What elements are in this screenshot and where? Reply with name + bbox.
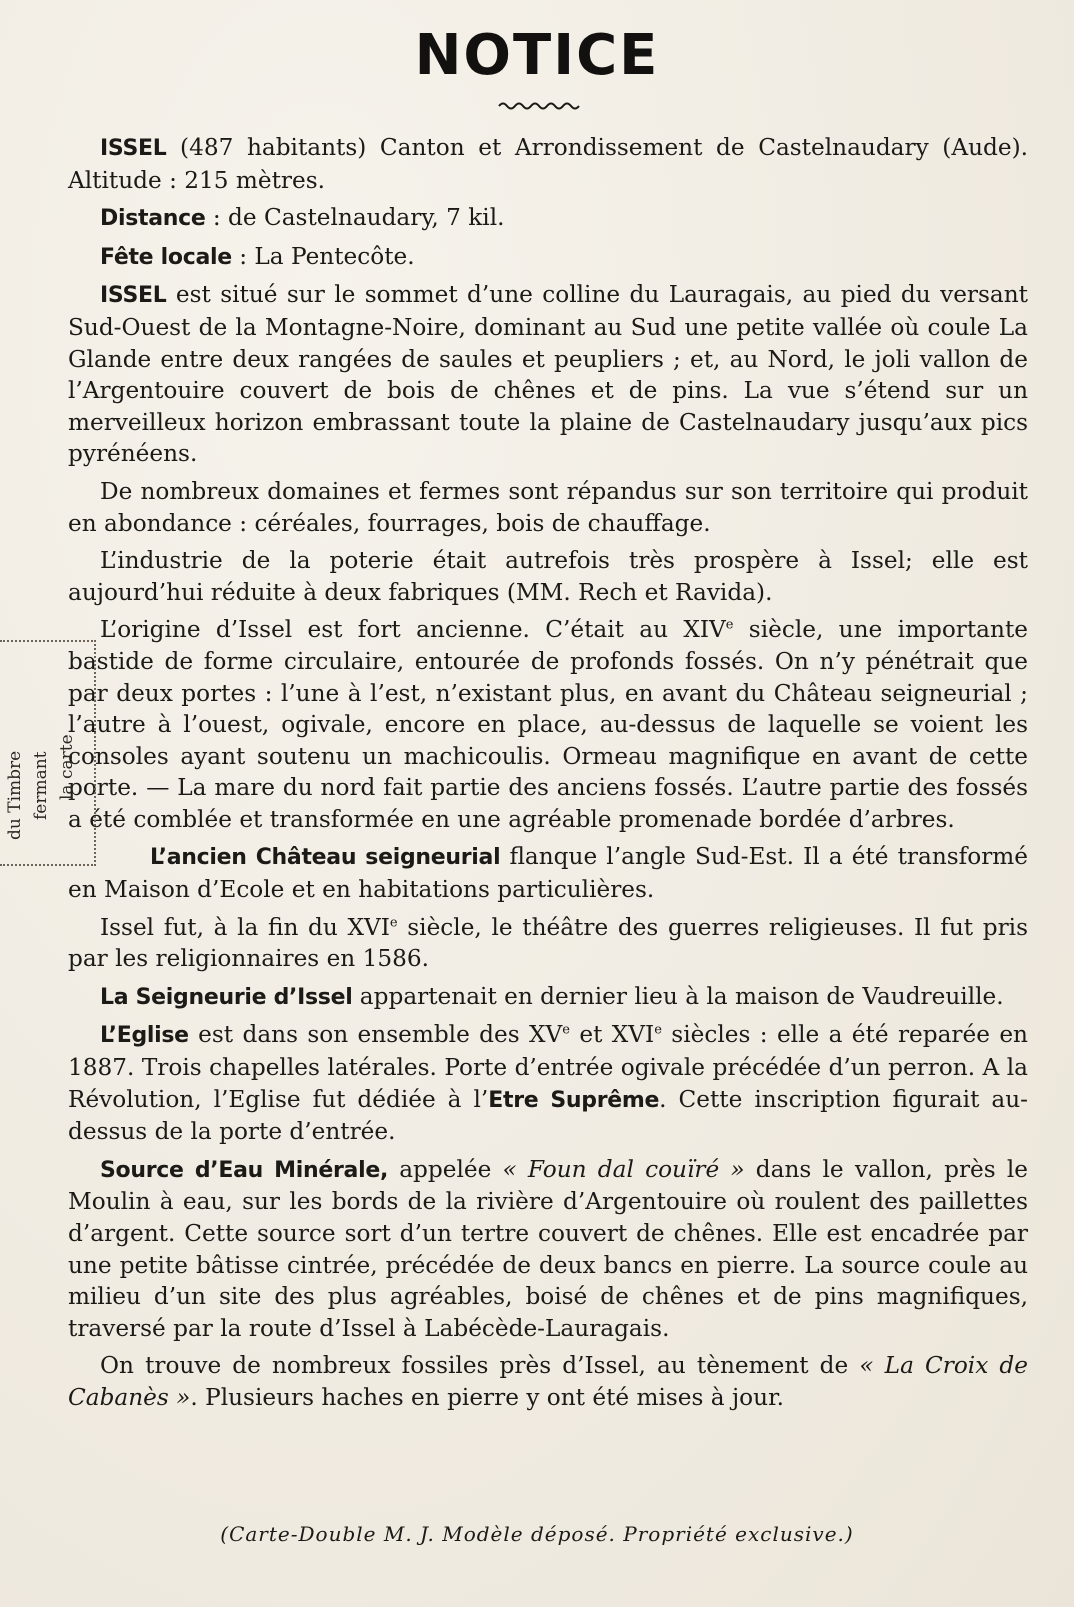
- paragraph-intro: ISSEL (487 habitants) Canton et Arrondissement de Castelnaudary (Aude). Altitude : 215 mètres.: [68, 134, 1028, 194]
- paragraph-domaines: De nombreux domaines et fermes sont répandus sur son territoire qui produit en abondance : céréales, fourrages, bois de chauffage.: [68, 477, 1028, 537]
- paragraph-heading: Source d’Eau Minérale,: [100, 1157, 389, 1183]
- paragraph-heading: L’Eglise: [100, 1023, 189, 1049]
- paragraph-industrie: L’industrie de la poterie était autrefois très prospère à Issel; elle est aujourd’hui réduite à deux fabriques (MM. Rech et Ravida).: [68, 547, 1028, 606]
- paragraph-heading: ISSEL: [100, 136, 167, 161]
- paragraph-guerres: Issel fut, à la fin du XVIe siècle, le théâtre des guerres religieuses. Il fut pris par les religionnaires en 1586.: [68, 913, 1028, 973]
- notice-body: [68, 132, 1028, 1420]
- paragraph-eglise: L’Eglise est dans son ensemble des XVe et XVIe siècles : elle a été reparée en 1887. Trois chapelles latérales. Porte d’entrée ogivale précédée d’un perron. A la Révolution, l’Eglise fut dédiée à l’Etre Suprême. Cette inscription figurait au-dessus de la porte d’entrée.: [68, 1021, 1028, 1146]
- paragraph-fete: Fête locale : La Pentecôte.: [100, 242, 415, 270]
- paragraph-heading: La Seigneurie d’Issel: [100, 984, 353, 1010]
- stamp-label: du Timbre fermant la carte: [5, 734, 77, 840]
- paragraph-origine: L’origine d’Issel est fort ancienne. C’était au XIVe siècle, une importante bastide de forme circulaire, entourée de profonds fossés. On n’y pénétrait que par deux portes : l’une à l’est, n’existant plus, en avant du Château seigneurial ; l’autre à l’ouest, ogivale, encore en place, au-dessus de laquelle se voient les consoles ayant soutenu un machicoulis. Ormeau magnifique en avant de cette porte. — La mare du nord fait partie des anciens fossés. L’autre partie des fossés a été comblée et transformée en une agréable promenade bordée d’arbres.: [68, 616, 1028, 833]
- paragraph-fossiles: On trouve de nombreux fossiles près d’Issel, au tènement de « La Croix de Cabanès ». Plusieurs haches en pierre y ont été mises à jour.: [68, 1352, 1028, 1411]
- paragraph-seigneurie: La Seigneurie d’Issel appartenait en dernier lieu à la maison de Vaudreuille.: [100, 982, 1004, 1010]
- paragraph-distance: Distance : de Castelnaudary, 7 kil.: [100, 204, 505, 232]
- paragraph-source: Source d’Eau Minérale, appelée « Foun dal couïré » dans le vallon, près le Moulin à eau, sur les bords de la rivière d’Argentouire où roulent des paillettes d’argent. Cette source sort d’un tertre couvert de chênes. Elle est encadrée par une petite bâtisse cintrée, précédée de deux bancs en pierre. La source coule au milieu d’un site des plus agréables, boisé de chênes et de pins magnifiques, traversé par la route d’Issel à Labécède-Lauragais.: [68, 1155, 1028, 1342]
- footer-note: (Carte-Double M. J. Modèle déposé. Propriété exclusive.): [220, 1522, 854, 1546]
- paragraph-chateau: L’ancien Château seigneurial flanque l’angle Sud-Est. Il a été transformé en Maison d’Ecole et en habitations particulières.: [68, 843, 1028, 904]
- paragraph-situation: ISSEL est situé sur le sommet d’une colline du Lauragais, au pied du versant Sud-Ouest de la Montagne-Noire, dominant au Sud une petite vallée où coule La Glande entre deux rangées de saules et peupliers ; et, au Nord, le joli vallon de l’Argentouire couvert de bois de chênes et de pins. La vue s’étend sur un merveilleux horizon embrassant toute la plaine de Castelnaudary jusqu’aux pics pyrénéens.: [68, 281, 1028, 468]
- paragraph-heading: Fête locale: [100, 244, 232, 270]
- paragraph-heading: L’ancien Château seigneurial: [150, 845, 501, 871]
- page-title: NOTICE: [414, 23, 660, 88]
- paragraph-heading: Distance: [100, 206, 206, 232]
- paragraph-heading: ISSEL: [100, 283, 167, 309]
- title-ornament: [497, 100, 581, 112]
